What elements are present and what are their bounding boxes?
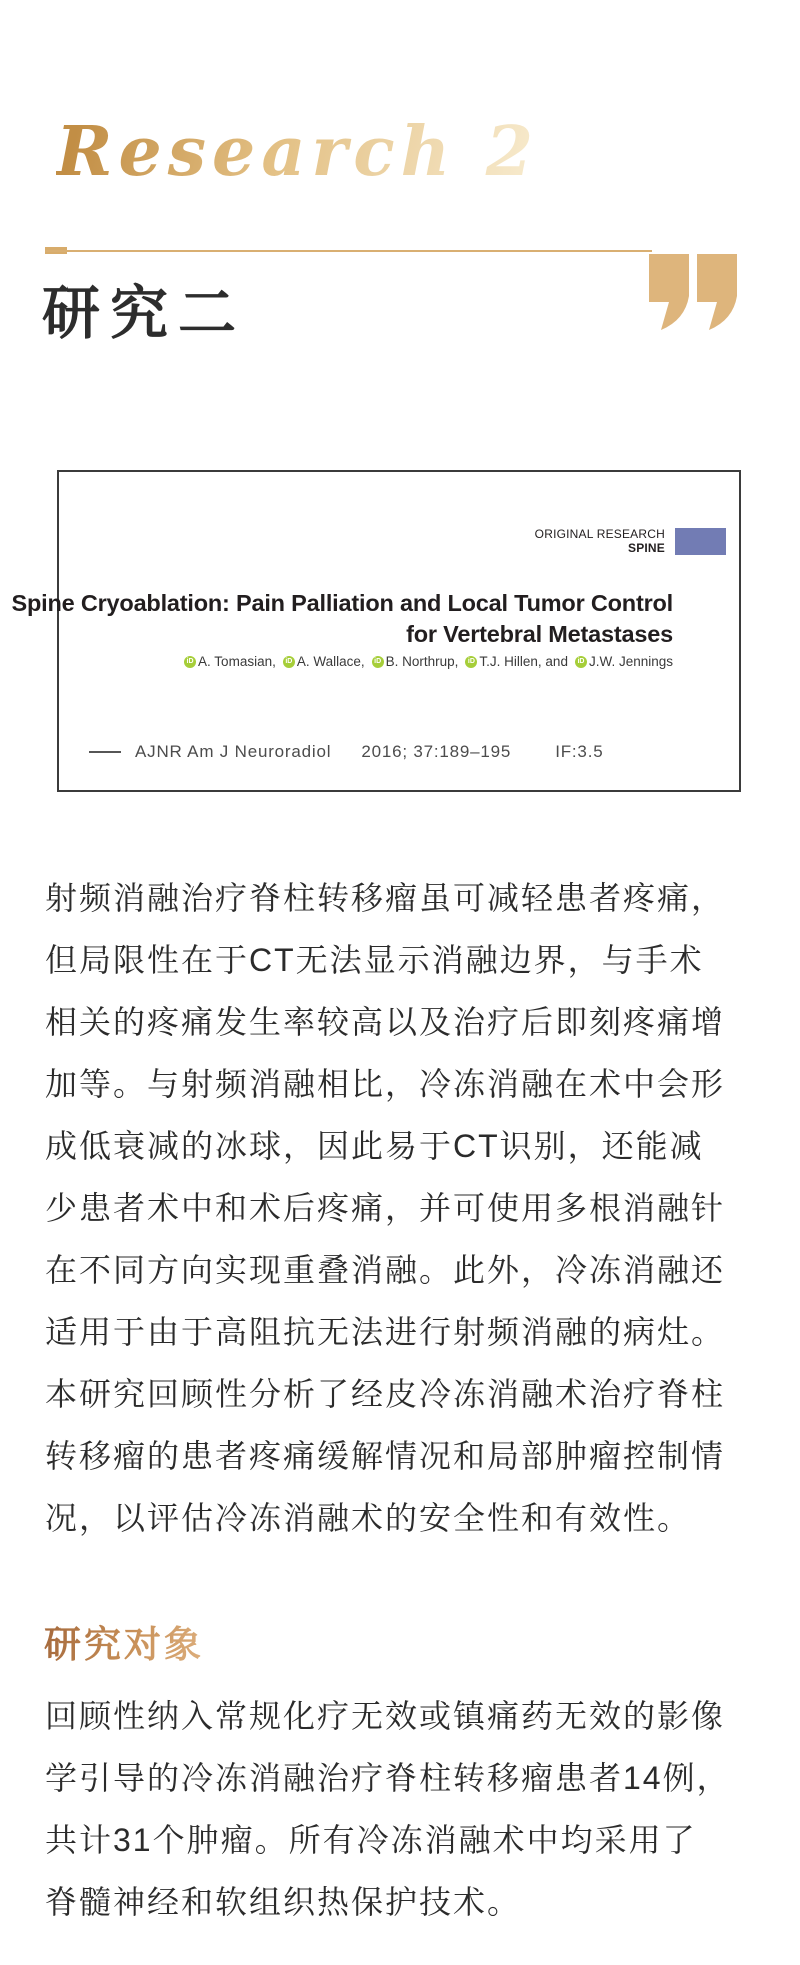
journal-article-card [11, 470, 741, 792]
author-name: A. Wallace, [296, 654, 365, 669]
article-title [12, 588, 673, 650]
author [465, 654, 568, 669]
author [184, 654, 276, 669]
article-title-line2: for Vertebral Metastases [406, 621, 673, 647]
journal-category-labels [535, 527, 665, 555]
citation-impact-factor: IF:3.5 [555, 742, 604, 761]
journal-category [535, 527, 726, 555]
intro-line: 加等。与射频消融相比，冷冻消融在术中会形 [45, 1066, 726, 1102]
author [283, 654, 365, 669]
orcid-icon: iD [575, 656, 587, 668]
citation-journal: AJNR Am J Neuroradiol [135, 742, 332, 761]
intro-line: 少患者术中和术后疼痛，并可使用多根消融针 [45, 1190, 726, 1226]
citation-issue: 2016; 37:189–195 [361, 742, 512, 761]
author-name: B. Northrup, [385, 654, 459, 669]
author [575, 654, 673, 669]
spine-label: SPINE [627, 541, 665, 555]
page-title: 研究二 [42, 279, 247, 347]
subjects-line: 学引导的冷冻消融治疗脊柱转移瘤患者14例， [45, 1760, 731, 1796]
intro-line: 在不同方向实现重叠消融。此外，冷冻消融还 [45, 1252, 726, 1288]
intro-line: 成低衰减的冰球，因此易于CT识别，还能减 [45, 1128, 704, 1164]
orcid-icon: iD [283, 656, 295, 668]
article-title-line1: Spine Cryoablation: Pain Palliation and Local Tumor Control [11, 590, 673, 616]
article-authors [184, 654, 673, 669]
author-name: T.J. Hillen, and [479, 654, 568, 669]
citation-dash [89, 751, 121, 753]
original-research-label: ORIGINAL RESEARCH [534, 527, 665, 541]
subjects-line: 脊髓神经和软组织热保护技术。 [45, 1884, 522, 1920]
orcid-icon: iD [184, 656, 196, 668]
intro-line: 转移瘤的患者疼痛缓解情况和局部肿瘤控制情 [45, 1438, 726, 1474]
intro-line: 射频消融治疗脊柱转移瘤虽可减轻患者疼痛， [45, 880, 726, 916]
citation-line [89, 742, 603, 762]
closing-quote-icon [649, 254, 737, 330]
subjects-line: 回顾性纳入常规化疗无效或镇痛药无效的影像 [45, 1698, 726, 1734]
intro-line: 适用于由于高阻抗无法进行射频消融的病灶。 [45, 1314, 726, 1350]
subjects-paragraph [45, 1685, 765, 1933]
journal-color-block [675, 528, 726, 555]
intro-paragraph [45, 867, 765, 1549]
subjects-line: 共计31个肿瘤。所有冷冻消融术中均采用了 [45, 1822, 697, 1858]
divider-line [45, 250, 652, 252]
author-name: J.W. Jennings [588, 654, 673, 669]
intro-line: 相关的疼痛发生率较高以及治疗后即刻疼痛增 [45, 1004, 726, 1040]
intro-line: 本研究回顾性分析了经皮冷冻消融术治疗脊柱 [45, 1376, 726, 1412]
author [372, 654, 459, 669]
script-title: Research 2 [56, 112, 540, 192]
section-heading-study-subjects: 研究对象 [44, 1614, 204, 1668]
orcid-icon: iD [465, 656, 477, 668]
author-name: A. Tomasian, [198, 654, 276, 669]
intro-line: 况，以评估冷冻消融术的安全性和有效性。 [45, 1500, 692, 1536]
intro-line: 但局限性在于CT无法显示消融边界，与手术 [45, 942, 704, 978]
orcid-icon: iD [372, 656, 384, 668]
